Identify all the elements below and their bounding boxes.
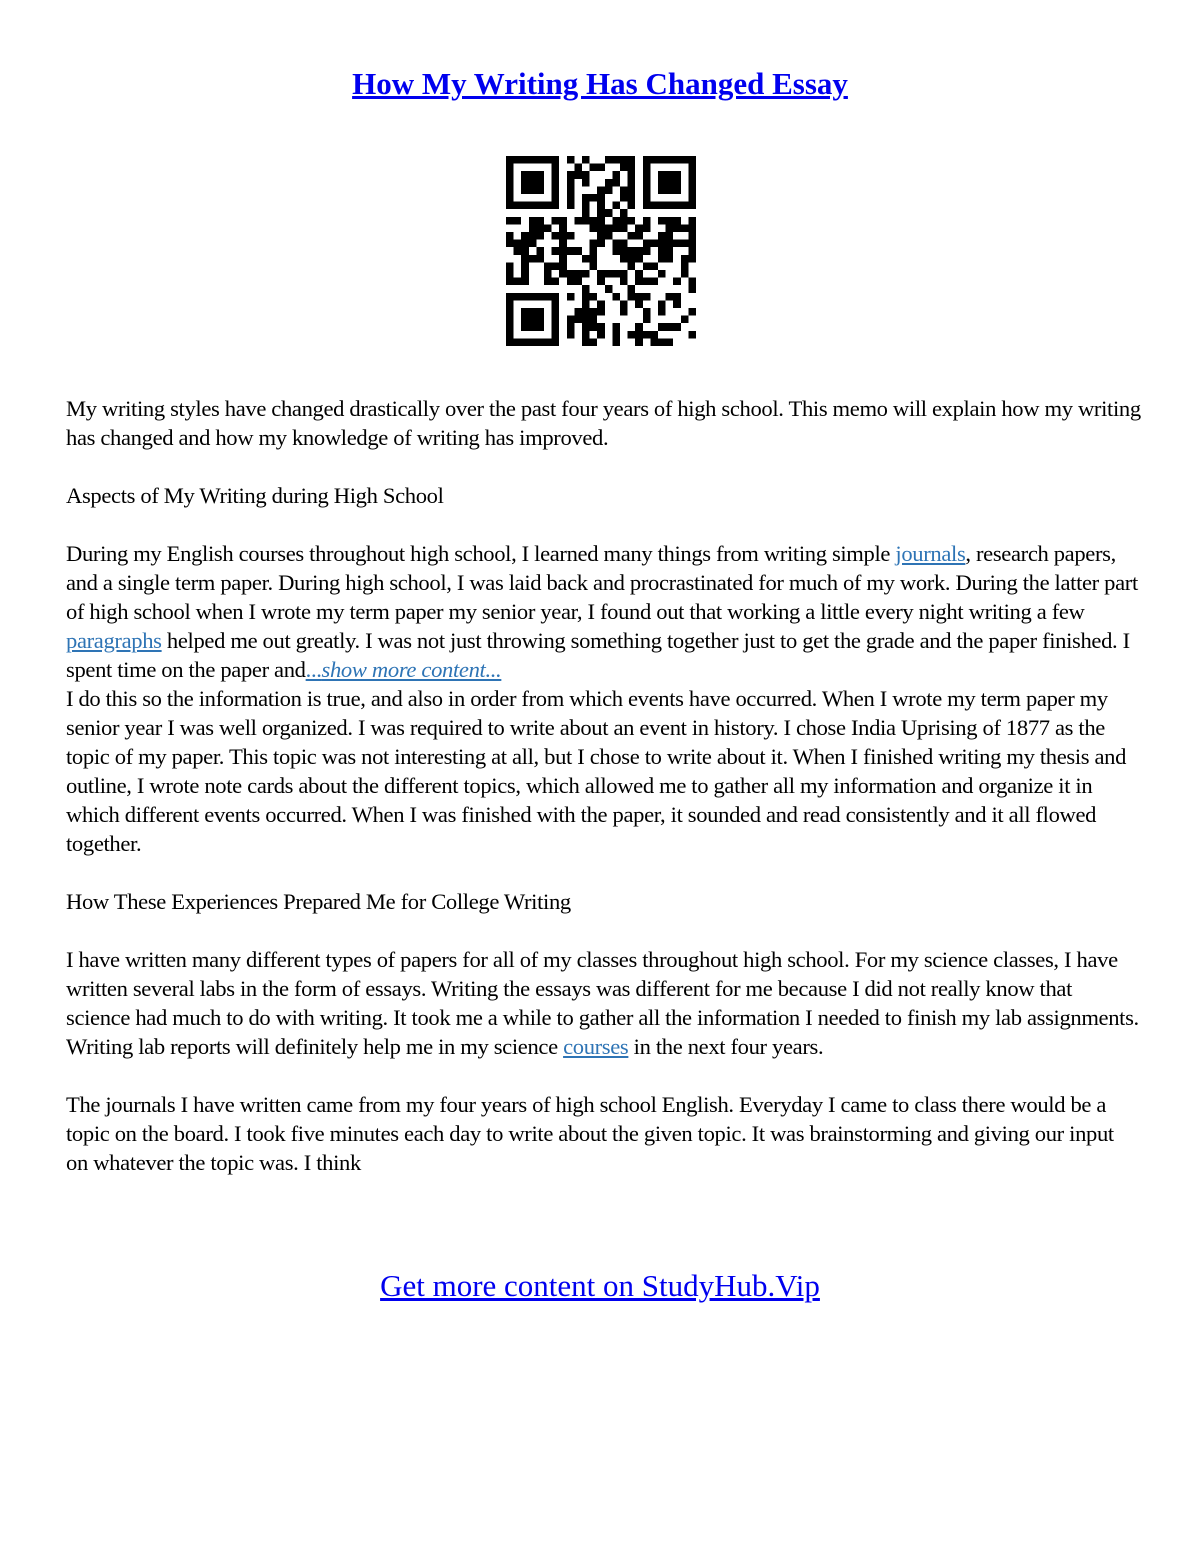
paragraph-text: in the next four years. (628, 1034, 824, 1059)
essay-body (66, 394, 1141, 1177)
title-link[interactable]: How My Writing Has Changed Essay (352, 66, 848, 101)
courses-link[interactable]: courses (563, 1034, 629, 1059)
journals-link[interactable]: journals (895, 541, 966, 566)
paragraph-english-courses (66, 539, 1141, 684)
footer (0, 1266, 1200, 1306)
document-title (0, 64, 1200, 104)
paragraph-text: , research papers, and a single term paper. During high school, I was laid back and procrastinated for much of my work. During the latter part of high school when I wrote my term paper my senior year, I found out that working a little every night writing a few (66, 541, 1138, 624)
paragraphs-link[interactable]: paragraphs (66, 628, 162, 653)
show-more-link[interactable]: show more content... (321, 657, 502, 682)
section-heading-aspects: Aspects of My Writing during High School (66, 483, 444, 508)
paragraph-journals: The journals I have written came from my four years of high school English. Everyday I came to class there would be a topic on the board. I took five minutes each day to write about the given topic. It was brainstorming and giving our input on whatever the topic was. I think (66, 1092, 1114, 1175)
paragraph-term-paper: I do this so the information is true, and also in order from which events have occurred. When I wrote my term paper my senior year I was well organized. I was required to write about an event in history. I chose India Uprising of 1877 as the topic of my paper. This topic was not interesting at all, but I chose to write about it. When I finished writing my thesis and outline, I wrote note cards about the different topics, which allowed me to gather all my information and organize it in which different events occurred. When I was finished with the paper, it sounded and read consistently and it all flowed together. (66, 686, 1127, 856)
paragraph-text: helped me out greatly. I was not just throwing something together just to get the grade and the paper finished. I spent time on the paper and (66, 628, 1130, 682)
show-more-ellipsis[interactable]: ... (305, 657, 322, 682)
qr-code (506, 156, 696, 346)
paragraph-text: I have written many different types of papers for all of my classes throughout high school. For my science classes, I have written several labs in the form of essays. Writing the essays was different for me because I did not really know that science had much to do with writing. It took me a while to gather all the information I needed to finish my lab assignments. Writing lab reports will definitely help me in my science (66, 947, 1139, 1059)
paragraph-text: During my English courses throughout high school, I learned many things from writing simple (66, 541, 896, 566)
section-heading-college: How These Experiences Prepared Me for College Writing (66, 889, 571, 914)
paragraph-science-labs (66, 945, 1141, 1061)
studyhub-link[interactable]: Get more content on StudyHub.Vip (380, 1268, 820, 1303)
intro-paragraph: My writing styles have changed drastically over the past four years of high school. This memo will explain how my writing has changed and how my knowledge of writing has improved. (66, 396, 1141, 450)
